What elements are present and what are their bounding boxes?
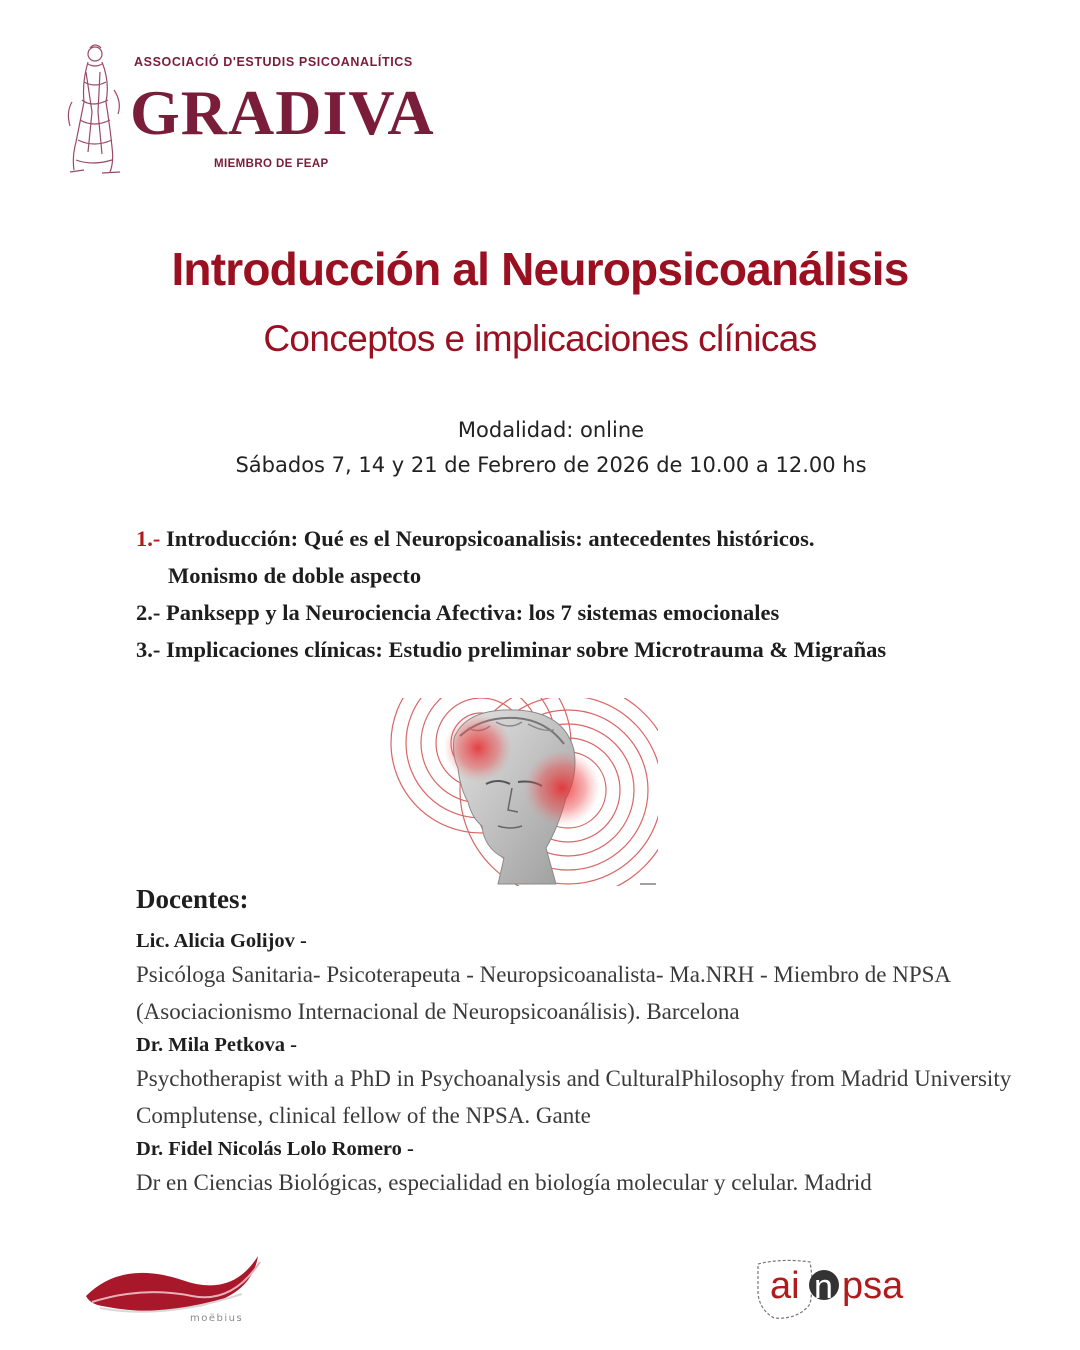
ainpsa-text-psa: psa: [842, 1265, 904, 1307]
topic-number: 1.-: [136, 526, 161, 551]
topic-number: 3.-: [136, 637, 161, 662]
teacher-name: Dr. Mila Petkova -: [136, 1034, 297, 1056]
ainpsa-text-ai: ai: [770, 1265, 800, 1307]
page-subtitle: Conceptos e implicaciones clínicas: [263, 318, 817, 359]
topic-continuation: Monismo de doble aspecto: [168, 563, 422, 588]
page-title: Introducción al Neuropsicoanálisis: [171, 243, 909, 295]
topic-item: [136, 520, 886, 594]
moebius-logo-text: moëbius: [190, 1313, 244, 1324]
topic-text: Implicaciones clínicas: Estudio preliminar sobre Microtrauma & Migrañas: [166, 637, 887, 662]
teacher-name: Lic. Alicia Golijov -: [136, 930, 307, 952]
org-association-line: ASSOCIACIÓ D'ESTUDIS PSICOANALÍTICS: [134, 55, 413, 69]
topic-text: Panksepp y la Neurociencia Afectiva: los 7 sistemas emocionales: [166, 600, 780, 625]
ainpsa-logo-icon: [752, 1254, 912, 1328]
teachers-list: [136, 930, 1016, 1205]
topic-item: [136, 594, 886, 631]
statue-figure-icon: [62, 42, 128, 177]
modality-text: Modalidad: online: [457, 418, 645, 442]
topic-text: Introducción: Qué es el Neuropsicoanalisis: antecedentes históricos.: [166, 526, 815, 551]
topics-list: [136, 520, 886, 668]
statue-head-migraine-icon: [386, 698, 658, 886]
teacher-bio: Dr en Ciencias Biológicas, especialidad en biología molecular y celular. Madrid: [136, 1170, 872, 1195]
topic-number: 2.-: [136, 600, 161, 625]
ainpsa-text-n: n: [814, 1268, 833, 1306]
teacher-bio: Psicóloga Sanitaria- Psicoterapeuta - Neuropsicoanalista- Ma.NRH - Miembro de NPSA (Asociacionismo Internacional de Neuropsicoanálisis). Barcelona: [136, 962, 950, 1024]
org-name-logo: GRADIVA: [130, 77, 435, 148]
teacher-name: Dr. Fidel Nicolás Lolo Romero -: [136, 1138, 414, 1160]
teacher-bio: Psychotherapist with a PhD in Psychoanalysis and CulturalPhilosophy from Madrid University Complutense, clinical fellow of the NPSA. Gante: [136, 1066, 1012, 1128]
topic-item: [136, 631, 886, 668]
teachers-heading: Docentes:: [136, 884, 249, 914]
org-member-line: MIEMBRO DE FEAP: [214, 158, 329, 170]
dates-text: Sábados 7, 14 y 21 de Febrero de 2026 de 10.00 a 12.00 hs: [235, 453, 867, 477]
